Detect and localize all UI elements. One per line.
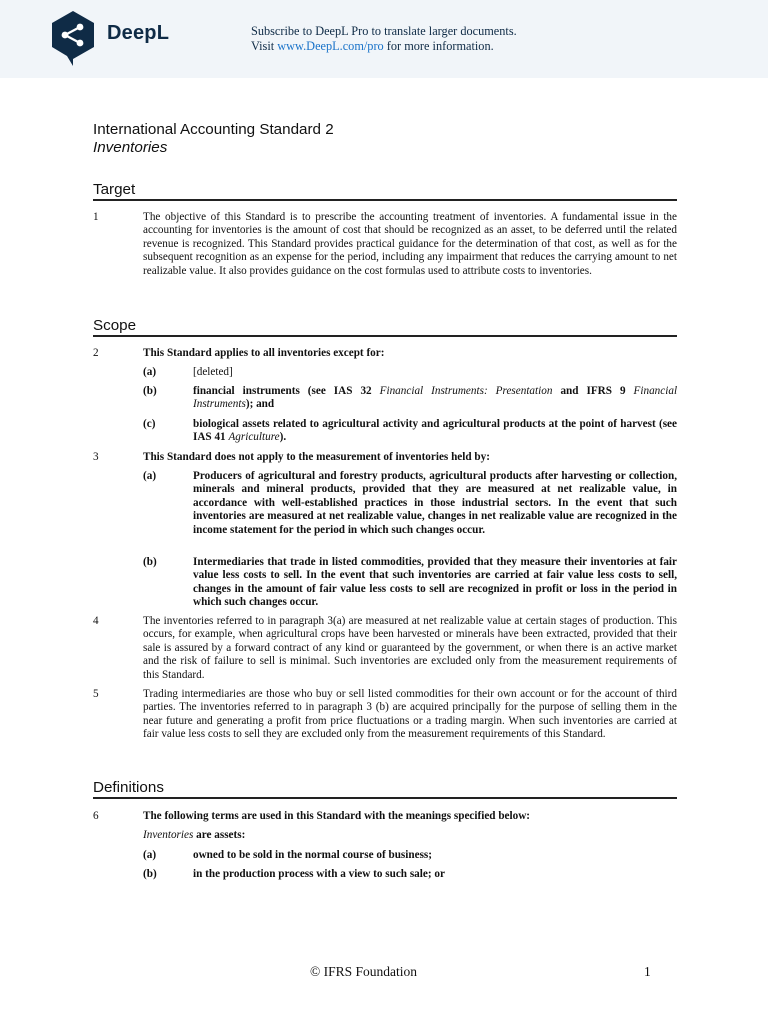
item-label: (b) xyxy=(143,385,157,397)
paragraph-6 xyxy=(93,810,677,823)
deepl-banner xyxy=(0,0,768,78)
paragraph-number: 2 xyxy=(93,347,99,359)
deepl-logo-icon[interactable] xyxy=(48,9,98,67)
item-label: (a) xyxy=(143,470,157,482)
paragraph-6a xyxy=(143,849,677,862)
item-text-part: biological assets related to agricultural activity and agricultural products at the point of harvest (see IAS 41 xyxy=(193,418,677,444)
paragraph-text: This Standard does not apply to the measurement of inventories held by: xyxy=(143,451,490,463)
item-label: (c) xyxy=(143,418,156,430)
promo-tail-text: for more information. xyxy=(386,39,494,53)
paragraph-2 xyxy=(93,347,677,360)
definition-inventories xyxy=(93,829,677,842)
item-text xyxy=(193,418,677,445)
item-text: Producers of agricultural and forestry products, agricultural products after harvesting or collection, minerals and mineral products, provided that they are measured at net realizable value, in accordance with well-established practices in those industrial sectors. In the event that such inventories are measured at net realizable value, changes in net realizable value are recognized in the income statement for the period in which such changes occur. xyxy=(193,470,677,536)
paragraph-number: 4 xyxy=(93,615,99,627)
promo-visit-text: Visit xyxy=(251,39,275,53)
paragraph-3b xyxy=(143,556,677,610)
paragraph-6b xyxy=(143,868,677,881)
deepl-pro-link[interactable]: www.DeepL.com/pro xyxy=(277,39,384,53)
footer-page-number: 1 xyxy=(644,964,651,979)
paragraph-number: 6 xyxy=(93,810,99,822)
paragraph-number: 1 xyxy=(93,211,99,223)
paragraph-4 xyxy=(93,615,677,682)
deepl-logo-text[interactable]: DeepL xyxy=(107,22,170,44)
defined-term: Inventories xyxy=(143,829,194,841)
definition-lead: are assets: xyxy=(196,829,246,841)
paragraph-2a xyxy=(143,366,677,379)
promo-line-1: Subscribe to DeepL Pro to translate larger documents. xyxy=(251,24,517,38)
section-heading-definitions: Definitions xyxy=(93,779,677,799)
paragraph-text: The objective of this Standard is to prescribe the accounting treatment of inventories. A fundamental issue in the accounting for inventories is the amount of cost that should be recognized as an asset, to be deferred until the related revenue is recognized. This Standard provides practical guidance for the determination of that cost, as well as for the subsequent recognition as an expense for the period, including any impairment that reduces the carrying amount to net realizable value. It also provides guidance on the cost formulas used to attribute costs to inventories. xyxy=(143,211,677,277)
paragraph-number: 3 xyxy=(93,451,99,463)
item-text-italic: Agriculture xyxy=(228,431,280,444)
promo-message xyxy=(251,24,517,54)
paragraph-3a xyxy=(143,470,677,537)
footer-copyright: © IFRS Foundation xyxy=(310,964,418,979)
item-text-italic: Financial Instruments: Presentation xyxy=(379,385,553,397)
document-title: International Accounting Standard 2 xyxy=(93,121,334,138)
item-text-italic: Financial Instruments xyxy=(193,385,678,411)
paragraph-3 xyxy=(93,451,677,464)
paragraph-text: The inventories referred to in paragraph 3(a) are measured at net realizable value at certain stages of production. This occurs, for example, when agricultural crops have been harvested or minerals have been extracted, provided that their sale is assured by a forward contract of any kind or guaranteed by the government, or when there is an active market and the risk of failure to sell is minimal. Such inventories are excluded only from the measurement requirements of this Standard. xyxy=(143,615,677,681)
section-heading-target: Target xyxy=(93,181,677,201)
paragraph-5 xyxy=(93,688,677,742)
document-subtitle: Inventories xyxy=(93,139,168,156)
item-label: (a) xyxy=(143,366,157,378)
paragraph-number: 5 xyxy=(93,688,99,700)
paragraph-text: The following terms are used in this Standard with the meanings specified below: xyxy=(143,810,531,822)
item-label: (b) xyxy=(143,868,157,880)
item-text: owned to be sold in the normal course of business; xyxy=(193,849,432,861)
paragraph-1 xyxy=(93,211,677,278)
section-heading-scope: Scope xyxy=(93,317,677,337)
item-text-part: financial instruments (see IAS 32 xyxy=(193,385,372,397)
item-text-part: and IFRS 9 xyxy=(560,385,626,397)
promo-line-2 xyxy=(251,39,517,54)
paragraph-text: This Standard applies to all inventories except for: xyxy=(143,347,385,359)
item-text-part: ); and xyxy=(245,398,275,411)
paragraph-2b xyxy=(143,385,677,412)
item-text xyxy=(193,385,677,412)
item-text: in the production process with a view to such sale; or xyxy=(193,868,445,880)
paragraph-text: Trading intermediaries are those who buy or sell listed commodities for their own account or for the account of third parties. The inventories referred to in paragraph 3 (b) are acquired principally for the purpose of selling them in the near future and generating a profit from price fluctuations or a trading margin. When such inventories are carried at fair value less costs to sell they are excluded only from the measurement requirements of this Standard. xyxy=(143,688,677,741)
paragraph-2c xyxy=(143,418,677,445)
item-text-part: ). xyxy=(279,431,287,444)
item-label: (a) xyxy=(143,849,157,861)
item-text: [deleted] xyxy=(193,366,233,378)
definition-text xyxy=(143,829,677,842)
item-text: Intermediaries that trade in listed commodities, provided that they measure their inventories at fair value less costs to sell. In the event that such inventories are carried at fair value less costs to sell, changes in the amount of fair value less costs to sell are recognized in profit or loss in the period in which such changes occur. xyxy=(193,556,677,609)
item-label: (b) xyxy=(143,556,157,568)
